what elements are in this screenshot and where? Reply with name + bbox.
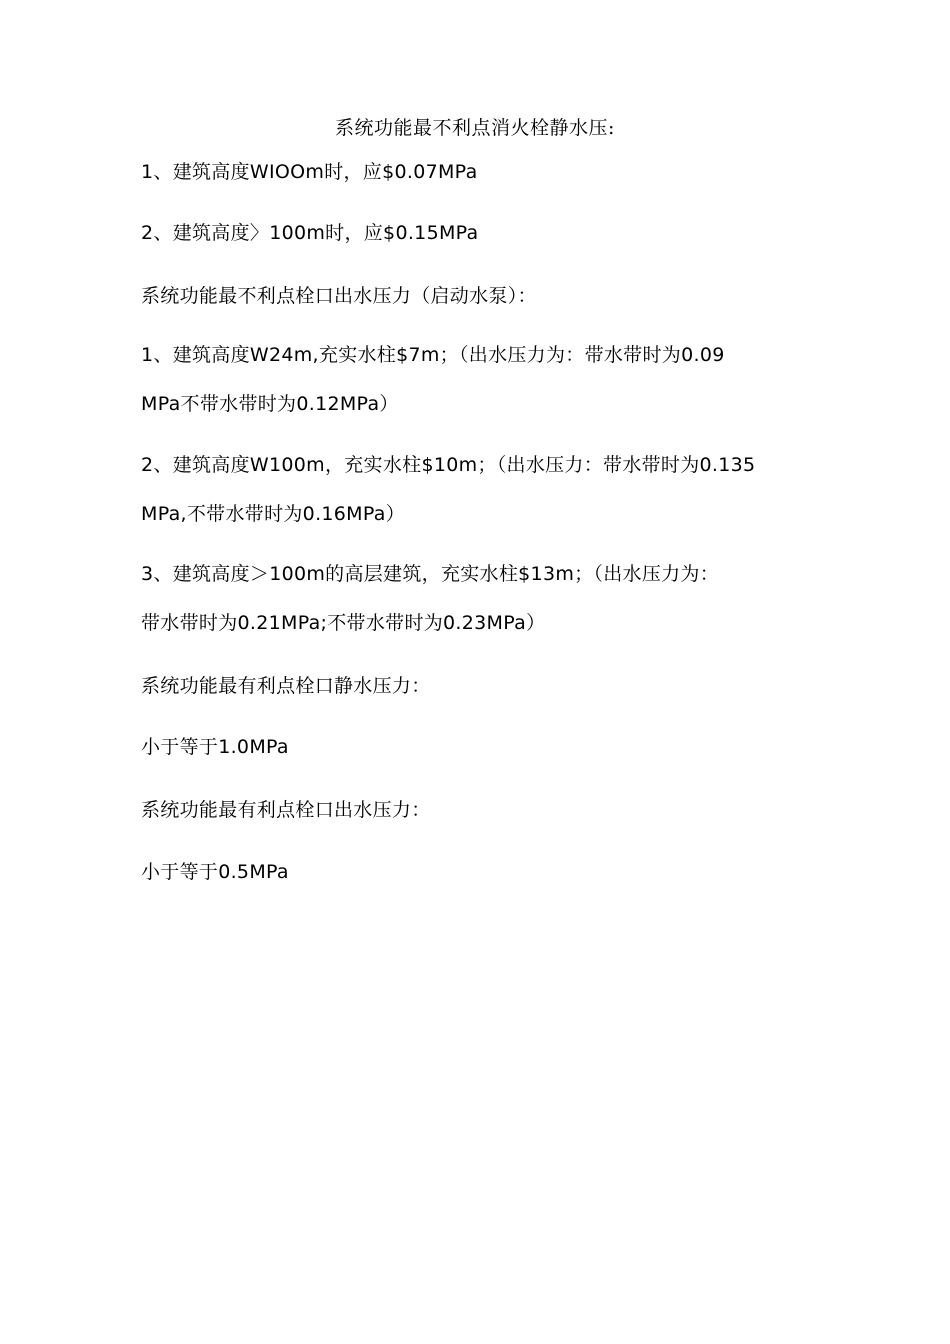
favorable-outlet-heading: 系统功能最有利点栓口出水压力：	[141, 799, 431, 821]
outlet-pressure-item-3: 3、建筑高度＞100m的高层建筑，充实水柱$13m；（出水压力为：	[141, 563, 720, 585]
favorable-static-heading: 系统功能最有利点栓口静水压力：	[141, 675, 431, 697]
outlet-pressure-item-1-cont: MPa不带水带时为0.12MPa）	[141, 393, 399, 415]
static-pressure-line-1: 1、建筑高度WIOOm时，应$0.07MPa	[141, 161, 478, 183]
outlet-pressure-heading: 系统功能最不利点栓口出水压力（启动水泵）：	[141, 285, 537, 307]
outlet-pressure-item-3-cont: 带水带时为0.21MPa;不带水带时为0.23MPa）	[141, 612, 546, 634]
document-title: 系统功能最不利点消火栓静水压:	[335, 117, 615, 139]
favorable-outlet-value: 小于等于0.5MPa	[141, 861, 289, 883]
outlet-pressure-item-2: 2、建筑高度W100m，充实水柱$10m；（出水压力：带水带时为0.135	[141, 454, 756, 476]
outlet-pressure-item-1: 1、建筑高度W24m,充实水柱$7m；（出水压力为：带水带时为0.09	[141, 344, 725, 366]
favorable-static-value: 小于等于1.0MPa	[141, 736, 289, 758]
static-pressure-line-2: 2、建筑高度〉100m时，应$0.15MPa	[141, 222, 479, 244]
outlet-pressure-item-2-cont: MPa,不带水带时为0.16MPa）	[141, 503, 406, 525]
